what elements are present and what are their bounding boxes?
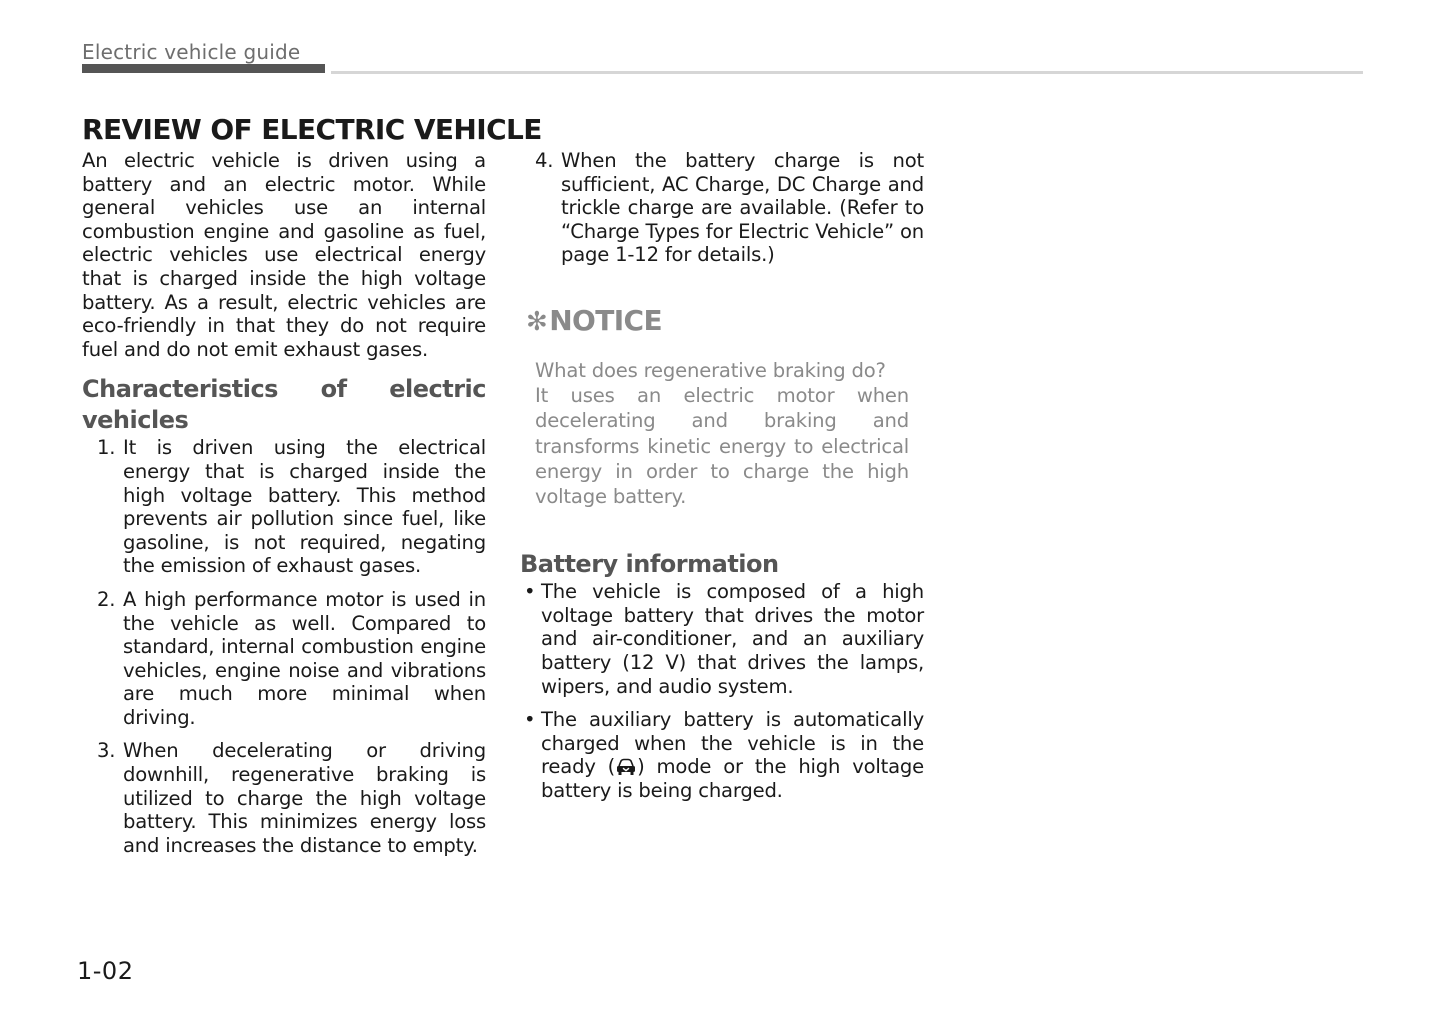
middle-column (520, 149, 924, 813)
page-title: REVIEW OF ELECTRIC VEHICLE (82, 112, 542, 146)
header-rule-dark (82, 64, 325, 73)
section-label: Electric vehicle guide (82, 40, 301, 64)
notice-question: What does regenerative braking do? (535, 358, 886, 382)
intro-paragraph: An electric vehicle is driven using a battery and an electric motor. While general vehicles use an internal combustion engine and gasoline as fuel, electric vehicles use electrical energy that is charged inside the high voltage battery. As a result, electric vehicles are eco-friendly in that they do not require fuel and do not emit exhaust gases. (82, 149, 486, 361)
battery-heading: Battery information (520, 550, 779, 579)
list-item-text: When the battery charge is not sufficient, AC Charge, DC Charge and trickle charge are available. (Refer to “Charge Types for Electric Vehicle” on page 1-12 for details.) (561, 149, 924, 267)
bullet-icon: • (524, 580, 536, 604)
notice-answer: It uses an electric motor when decelerating and braking and transforms kinetic energy to electrical energy in order to charge the high voltage battery. (535, 384, 909, 508)
list-item (82, 588, 486, 730)
left-column (82, 149, 486, 867)
characteristics-list (82, 436, 486, 857)
list-item-text: A high performance motor is used in the vehicle as well. Compared to standard, internal combustion engine vehicles, engine noise and vibrations are much more minimal when driving. (123, 587, 486, 729)
header-rule-light (331, 71, 1363, 74)
characteristics-list-continued (520, 149, 924, 267)
list-item (520, 580, 924, 698)
list-item-number: 2. (97, 587, 116, 611)
notice-star-icon: ✻ (526, 306, 548, 337)
list-item-number: 1. (97, 436, 116, 460)
list-item-text: The vehicle is composed of a high voltage battery that drives the motor and air-conditioner, and an auxiliary battery (12 V) that drives the lamps, wipers, and audio system. (541, 580, 924, 698)
notice-heading-label: NOTICE (549, 303, 663, 337)
list-item-text: When decelerating or driving downhill, regenerative braking is utilized to charge the high voltage battery. This minimizes energy loss and increases the distance to empty. (123, 739, 486, 857)
list-item-text-start: The auxiliary battery is automatically charged when the vehicle is in the ready ( (541, 708, 924, 779)
list-item (82, 436, 486, 578)
list-item (520, 149, 924, 267)
characteristics-heading: Characteristics of electric vehicles (82, 375, 486, 435)
notice-heading (526, 305, 924, 338)
notice-box (526, 305, 924, 509)
list-item-text: It is driven using the electrical energy that is charged inside the high voltage battery. This method prevents air pollution since fuel, like gasoline, is not required, negating the emission of exhaust gases. (123, 436, 486, 578)
battery-list (520, 580, 924, 802)
list-item (520, 708, 924, 802)
ready-indicator-icon (615, 758, 637, 776)
list-item-number: 4. (535, 149, 554, 172)
page-number: 1-02 (77, 957, 134, 985)
bullet-icon: • (524, 708, 536, 732)
list-item-number: 3. (97, 739, 116, 763)
list-item-text-end: ) mode or the high voltage battery is being charged. (541, 755, 924, 802)
notice-body (535, 358, 909, 509)
list-item (82, 739, 486, 857)
